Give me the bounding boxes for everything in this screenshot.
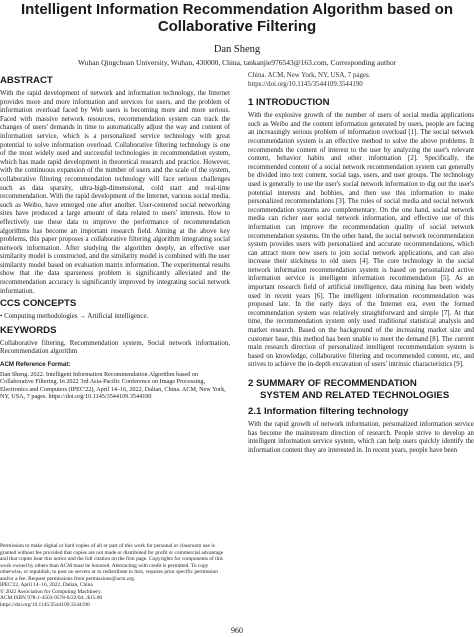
section21-heading: 2.1 Information filtering technology — [248, 406, 409, 417]
section21-text: With the rapid growth of network information, personalized information service has become the mainstream direction of research. People strive to develop an intelligent information service system, which can help users quickly identify the information content they are interested in. In recent years, people have been — [248, 421, 474, 454]
section2-heading-line1: 2 SUMMARY OF RECOMMENDATION — [248, 378, 417, 389]
permission-isbn: ACM ISBN 978-1-4503-9578-6/22/04...$15.00 — [0, 595, 103, 601]
abstract-heading: ABSTRACT — [0, 75, 53, 86]
introduction-text: With the explosive growth of the number of users of social media applications such as Weibo and the content information generated by users, people are facing an increasingly serious problem of information overload [1]. The social network recommendation system is an effective method to solve the above problems. It recommends the content of interest to the user by analyzing the user's relevant content, behavior habits and other information [2]. Specifically, the recommended content of a social network recommendation system can generally be divided into text content, social tags, users, and user groups. The technology used is generally to use the user's social network information to dig out the user's potential interests and hobbies, and then use this information to make personalized recommendations [3]. The roles of social media and social network recommendation systems are complementary. On the one hand, social network media can richer user social network information, and effective use of this information can improve the recommendation quality of social network recommendation systems. On the other hand, the social network recommendation system provides users with personalized and accurate recommendations, which can attract more new users to join social network applications, and can also increase their stickiness to old users [4]. The core technology in the social network information recommendation system is based on personalized active information service is intelligent information recommendation [5]. As an important research field of artificial intelligence, data mining has been widely used in recent years [6]. The intelligent information recommendation was proposed late. In the early days of the Internet era, even the formed recommendation system was relatively straightforward and simple [7]. At that time, the recommendation system only used traditional statistical analysis and market research. Based on the background of the increasing market size and customer base, this method has been unable to meet the demand [8]. The current main research direction of personalized intelligent recommendation system is based on knowledge, collaborative filtering and recommended content, etc, and strives to achieve the in-depth excavation of users' intrinsic characteristics [9]. — [248, 112, 474, 369]
permission-text: Permission to make digital or hard copies of all or part of this work for personal or classroom use is granted without fee provided that copies are not made or distributed for profit or commercial advantage and that copies bear this notice and the full citation on the first page. Copyrights for components of this work owned by others than ACM must be honored. Abstracting with credit is permitted. To copy otherwise, or republish, to post on servers or to redistribute to lists, requires prior specific permission and/or a fee. Request permissions from permissions@acm.org. — [0, 543, 224, 582]
paper-title-line1: Intelligent Information Recommendation Algorithm based on — [21, 1, 453, 18]
introduction-heading: 1 INTRODUCTION — [248, 97, 330, 109]
abstract-text: With the rapid development of network and information technology, the Internet provides more and more information and services for users, and the problem of information overload faced by Web users is becoming more and more serious. Faced with massive network resources, recommendation system can track the changes of users' demands in time to automatically adjust the way and content of information service, which is a personalized service technology with great potential to solve information overload. Collaborative filtering technology is one of the most widely used and successful technologies in recommendation system, which has made rapid development in theoretical research and practice. However, with the continuous expansion of the number of users and the scale of the system, collaborative filtering recommendation technology will face serious challenges such as data sparsity, ultra-high-dimensional, cold start and real-time recommendation. With the rapid development of the Internet, various social media, such as Weibo, have emerged one after another. User-centered social networking sites have produced a large amount of data related to users' interests. How to effectively use these data to improve the performance of recommendation algorithms has become an important research field. Aiming at the above key problems, this paper proposes a collaborative filtering algorithm integrating social network information. After studying the algorithm deeply, an effective user similarity model is constructed, and the similarity model is combined with the user similarity model based on evaluation matrix information. The experimental results show that the data sparseness problem is significantly alleviated and the recommendation accuracy is significantly improved by integrating social network information. — [0, 90, 230, 295]
permission-block — [0, 543, 230, 608]
author-affiliation: Wuhan Qingchuan University, Wuhan, 430000, China, tankanjie976543@163.com, Corresponding author — [77, 58, 397, 67]
author-name: Dan Sheng — [213, 44, 261, 55]
ccs-item: • Computing methodologies → Artificial intelligence. — [0, 313, 149, 321]
page-number: 960 — [231, 626, 243, 635]
acm-reference-text: Dan Sheng. 2022. Intelligent Information Recommendation Algorithm based on Collaborative Filtering. In 2022 3rd Asia-Pacific Conference on Image Processing, Electronics and Computers (IPEC'22), April 14–16, 2022, Dalian, China. ACM, New York, NY, USA, 7 pages. https://doi.org/10.1145/3544109.3544190 — [0, 370, 226, 401]
keywords-text: Collaborative filtering, Recommendation system, Social network information, Recommendation algorithm — [0, 339, 230, 356]
section2-heading — [248, 378, 474, 402]
left-column — [0, 72, 230, 401]
acm-reference-heading: ACM Reference Format: — [0, 361, 71, 369]
paper-title-line2: Collaborative Filtering — [157, 18, 317, 35]
right-column — [248, 72, 474, 455]
paper-title — [0, 1, 474, 35]
right-top-reference: China. ACM, New York, NY, USA, 7 pages. https://doi.org/10.1145/3544109.3544190 — [248, 72, 371, 88]
permission-doi[interactable]: https://doi.org/10.1145/3544109.3544190 — [0, 601, 90, 608]
ccs-heading: CCS CONCEPTS — [0, 298, 77, 310]
permission-copyright: © 2022 Association for Computing Machinery. — [0, 588, 102, 595]
section2-heading-line2: SYSTEM AND RELATED TECHNOLOGIES — [260, 390, 450, 401]
keywords-heading: KEYWORDS — [0, 324, 57, 336]
permission-conference: IPEC'22, April 14–16, 2022, Dalian, China — [0, 582, 93, 588]
